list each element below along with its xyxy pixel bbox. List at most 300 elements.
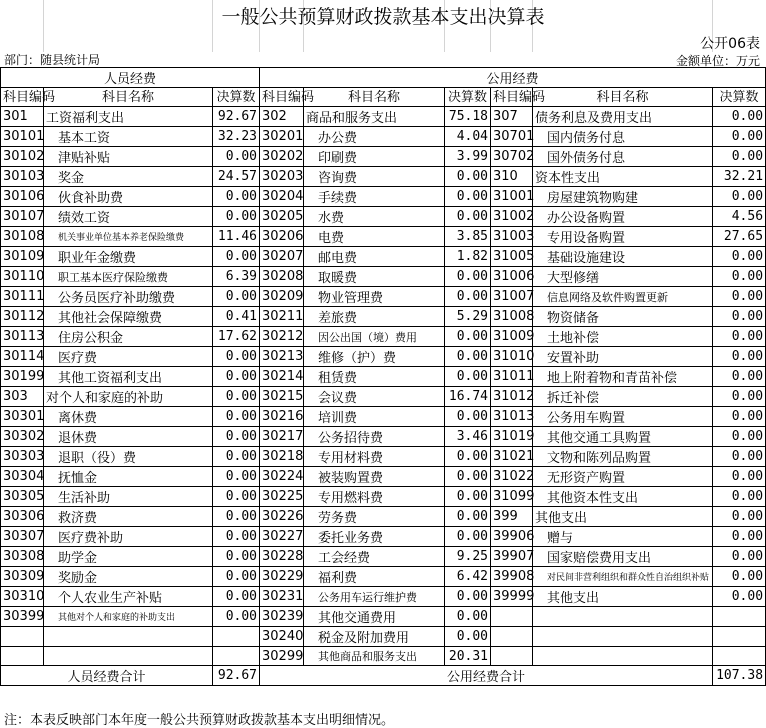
item-code: 31013 bbox=[491, 407, 533, 427]
item-name: 委托业务费 bbox=[304, 527, 445, 547]
item-code: 30101 bbox=[1, 127, 44, 147]
item-amount: 0.00 bbox=[213, 367, 260, 387]
table-row bbox=[1, 607, 766, 627]
table-row bbox=[1, 227, 766, 247]
item-code: 39906 bbox=[491, 527, 533, 547]
item-code: 30215 bbox=[260, 387, 304, 407]
item-amount: 17.62 bbox=[213, 327, 260, 347]
item-name bbox=[533, 647, 713, 666]
item-code: 39907 bbox=[491, 547, 533, 567]
item-code: 30111 bbox=[1, 287, 44, 307]
item-name: 赠与 bbox=[533, 527, 713, 547]
item-amount: 0.00 bbox=[213, 467, 260, 487]
item-name: 抚恤金 bbox=[44, 467, 213, 487]
item-amount: 0.00 bbox=[445, 607, 491, 627]
item-name: 助学金 bbox=[44, 547, 213, 567]
item-amount: 0.00 bbox=[445, 467, 491, 487]
item-code: 30113 bbox=[1, 327, 44, 347]
item-name: 其他交通费用 bbox=[304, 607, 445, 627]
item-code: 31003 bbox=[491, 227, 533, 247]
item-name: 物资储备 bbox=[533, 307, 713, 327]
item-name: 邮电费 bbox=[304, 247, 445, 267]
item-amount: 0.00 bbox=[213, 247, 260, 267]
item-name: 基本工资 bbox=[44, 127, 213, 147]
item-code: 30206 bbox=[260, 227, 304, 247]
item-code: 30303 bbox=[1, 447, 44, 467]
item-amount: 20.31 bbox=[445, 647, 491, 666]
item-amount: 75.18 bbox=[445, 107, 491, 127]
item-amount: 0.00 bbox=[213, 487, 260, 507]
item-amount: 32.23 bbox=[213, 127, 260, 147]
item-code: 30112 bbox=[1, 307, 44, 327]
item-code: 30239 bbox=[260, 607, 304, 627]
item-name: 其他对个人和家庭的补助支出 bbox=[44, 607, 213, 627]
item-name: 职业年金缴费 bbox=[44, 247, 213, 267]
item-code: 31011 bbox=[491, 367, 533, 387]
item-code: 30218 bbox=[260, 447, 304, 467]
item-name: 税金及附加费用 bbox=[304, 627, 445, 647]
item-name: 退休费 bbox=[44, 427, 213, 447]
item-name: 文物和陈列品购置 bbox=[533, 447, 713, 467]
item-name: 职工基本医疗保险缴费 bbox=[44, 267, 213, 287]
item-name: 资本性支出 bbox=[533, 167, 713, 187]
item-amount: 0.00 bbox=[713, 147, 766, 167]
item-name: 拆迁补偿 bbox=[533, 387, 713, 407]
item-name: 公务用车购置 bbox=[533, 407, 713, 427]
item-name: 因公出国（境）费用 bbox=[304, 327, 445, 347]
item-code: 31005 bbox=[491, 247, 533, 267]
item-name: 其他交通工具购置 bbox=[533, 427, 713, 447]
item-name: 机关事业单位基本养老保险缴费 bbox=[44, 227, 213, 247]
table-row bbox=[1, 547, 766, 567]
item-code: 30203 bbox=[260, 167, 304, 187]
item-name: 其他工资福利支出 bbox=[44, 367, 213, 387]
name-header: 科目名称 bbox=[533, 88, 713, 107]
item-name bbox=[44, 647, 213, 666]
item-amount: 16.74 bbox=[445, 387, 491, 407]
item-amount: 0.00 bbox=[445, 287, 491, 307]
item-amount: 4.04 bbox=[445, 127, 491, 147]
item-code bbox=[1, 627, 44, 647]
item-amount bbox=[213, 627, 260, 647]
item-amount: 0.00 bbox=[213, 407, 260, 427]
item-code: 30305 bbox=[1, 487, 44, 507]
item-amount: 0.00 bbox=[445, 507, 491, 527]
item-name: 地上附着物和青苗补偿 bbox=[533, 367, 713, 387]
item-code: 30106 bbox=[1, 187, 44, 207]
item-amount: 0.00 bbox=[213, 527, 260, 547]
item-amount bbox=[713, 607, 766, 627]
table-row bbox=[1, 447, 766, 467]
item-name: 物业管理费 bbox=[304, 287, 445, 307]
name-header: 科目名称 bbox=[304, 88, 445, 107]
item-code bbox=[491, 647, 533, 666]
item-name: 专用燃料费 bbox=[304, 487, 445, 507]
item-amount: 0.00 bbox=[445, 327, 491, 347]
form-code: 公开06表 bbox=[700, 36, 760, 52]
code-header: 科目编码 bbox=[1, 88, 44, 107]
item-code bbox=[491, 627, 533, 647]
item-code: 30211 bbox=[260, 307, 304, 327]
item-code: 30208 bbox=[260, 267, 304, 287]
item-code: 30231 bbox=[260, 587, 304, 607]
item-name: 工会经费 bbox=[304, 547, 445, 567]
item-name: 绩效工资 bbox=[44, 207, 213, 227]
item-name: 对民间非营利组织和群众性自治组织补贴 bbox=[533, 567, 713, 587]
item-name: 其他社会保障缴费 bbox=[44, 307, 213, 327]
item-amount: 0.00 bbox=[445, 267, 491, 287]
item-amount: 0.00 bbox=[445, 527, 491, 547]
name-header: 科目名称 bbox=[44, 88, 213, 107]
public-header: 公用经费 bbox=[260, 68, 766, 88]
unit-label: 金额单位：万元 bbox=[675, 54, 760, 68]
item-amount: 0.00 bbox=[713, 487, 766, 507]
item-code: 30214 bbox=[260, 367, 304, 387]
item-code: 30240 bbox=[260, 627, 304, 647]
item-name: 奖金 bbox=[44, 167, 213, 187]
item-amount bbox=[713, 627, 766, 647]
item-code bbox=[1, 647, 44, 666]
item-code: 30228 bbox=[260, 547, 304, 567]
item-name: 信息网络及软件购置更新 bbox=[533, 287, 713, 307]
item-amount: 0.00 bbox=[445, 587, 491, 607]
item-amount: 0.00 bbox=[713, 107, 766, 127]
item-name: 安置补助 bbox=[533, 347, 713, 367]
item-name: 公务员医疗补助缴费 bbox=[44, 287, 213, 307]
footnote: 注：本表反映部门本年度一般公共预算财政拨款基本支出明细情况。 bbox=[4, 713, 395, 728]
item-amount: 0.00 bbox=[713, 127, 766, 147]
item-code: 30209 bbox=[260, 287, 304, 307]
amount-header: 决算数 bbox=[213, 88, 260, 107]
item-code: 31012 bbox=[491, 387, 533, 407]
item-amount: 0.00 bbox=[445, 347, 491, 367]
item-code: 30213 bbox=[260, 347, 304, 367]
item-amount: 0.00 bbox=[445, 187, 491, 207]
item-name: 被装购置费 bbox=[304, 467, 445, 487]
item-amount: 6.39 bbox=[213, 267, 260, 287]
item-code: 31010 bbox=[491, 347, 533, 367]
item-code: 30114 bbox=[1, 347, 44, 367]
item-code: 399 bbox=[491, 507, 533, 527]
item-amount bbox=[713, 647, 766, 666]
table-row bbox=[1, 107, 766, 127]
item-code: 39999 bbox=[491, 587, 533, 607]
item-name: 其他资本性支出 bbox=[533, 487, 713, 507]
item-amount: 92.67 bbox=[213, 107, 260, 127]
item-code: 31021 bbox=[491, 447, 533, 467]
table-row bbox=[1, 427, 766, 447]
table-row bbox=[1, 287, 766, 307]
table-row bbox=[1, 167, 766, 187]
item-amount: 0.00 bbox=[445, 167, 491, 187]
item-name bbox=[533, 627, 713, 647]
department-label: 部门：随县统计局 bbox=[4, 53, 101, 67]
item-code: 301 bbox=[1, 107, 44, 127]
item-code: 303 bbox=[1, 387, 44, 407]
item-code: 30102 bbox=[1, 147, 44, 167]
item-name: 差旅费 bbox=[304, 307, 445, 327]
item-code: 30107 bbox=[1, 207, 44, 227]
item-amount: 0.00 bbox=[213, 387, 260, 407]
table-row bbox=[1, 267, 766, 287]
table-row bbox=[1, 327, 766, 347]
item-name: 离休费 bbox=[44, 407, 213, 427]
item-code: 30207 bbox=[260, 247, 304, 267]
item-code: 302 bbox=[260, 107, 304, 127]
item-name: 个人农业生产补贴 bbox=[44, 587, 213, 607]
item-name: 商品和服务支出 bbox=[304, 107, 445, 127]
table-row bbox=[1, 527, 766, 547]
item-name: 医疗费 bbox=[44, 347, 213, 367]
item-name: 办公设备购置 bbox=[533, 207, 713, 227]
item-code: 31099 bbox=[491, 487, 533, 507]
item-code: 30302 bbox=[1, 427, 44, 447]
item-amount: 24.57 bbox=[213, 167, 260, 187]
item-name: 租赁费 bbox=[304, 367, 445, 387]
table-row bbox=[1, 567, 766, 587]
personnel-total-label: 人员经费合计 bbox=[1, 666, 213, 686]
expenditure-table bbox=[0, 67, 766, 686]
item-code: 30310 bbox=[1, 587, 44, 607]
item-code: 30227 bbox=[260, 527, 304, 547]
item-name: 医疗费补助 bbox=[44, 527, 213, 547]
item-amount: 0.00 bbox=[445, 367, 491, 387]
item-amount: 0.00 bbox=[713, 507, 766, 527]
item-amount: 0.00 bbox=[713, 347, 766, 367]
item-name: 奖励金 bbox=[44, 567, 213, 587]
item-amount: 0.00 bbox=[213, 147, 260, 167]
item-code: 30216 bbox=[260, 407, 304, 427]
item-amount: 3.46 bbox=[445, 427, 491, 447]
item-amount: 0.00 bbox=[213, 347, 260, 367]
item-amount: 0.00 bbox=[445, 207, 491, 227]
item-amount: 0.00 bbox=[713, 527, 766, 547]
personnel-header: 人员经费 bbox=[1, 68, 260, 88]
item-amount: 0.00 bbox=[213, 567, 260, 587]
item-name: 无形资产购置 bbox=[533, 467, 713, 487]
item-name: 福利费 bbox=[304, 567, 445, 587]
item-name: 印刷费 bbox=[304, 147, 445, 167]
item-amount: 27.65 bbox=[713, 227, 766, 247]
item-amount: 1.82 bbox=[445, 247, 491, 267]
item-name: 住房公积金 bbox=[44, 327, 213, 347]
item-name: 基础设施建设 bbox=[533, 247, 713, 267]
item-name: 国家赔偿费用支出 bbox=[533, 547, 713, 567]
item-amount: 0.00 bbox=[213, 607, 260, 627]
public-total-label: 公用经费合计 bbox=[260, 666, 713, 686]
personnel-total-value: 92.67 bbox=[213, 666, 260, 686]
item-name: 房屋建筑物购建 bbox=[533, 187, 713, 207]
item-name: 国外债务付息 bbox=[533, 147, 713, 167]
item-name: 取暖费 bbox=[304, 267, 445, 287]
item-name: 债务利息及费用支出 bbox=[533, 107, 713, 127]
item-code: 310 bbox=[491, 167, 533, 187]
item-amount: 0.00 bbox=[213, 547, 260, 567]
item-name: 救济费 bbox=[44, 507, 213, 527]
item-code: 30202 bbox=[260, 147, 304, 167]
item-amount: 0.00 bbox=[713, 427, 766, 447]
table-row bbox=[1, 627, 766, 647]
item-name: 津贴补贴 bbox=[44, 147, 213, 167]
item-amount: 0.00 bbox=[713, 407, 766, 427]
item-amount: 0.00 bbox=[713, 587, 766, 607]
item-amount: 0.00 bbox=[213, 207, 260, 227]
item-code: 31006 bbox=[491, 267, 533, 287]
item-name: 国内债务付息 bbox=[533, 127, 713, 147]
item-code: 30399 bbox=[1, 607, 44, 627]
item-code: 39908 bbox=[491, 567, 533, 587]
item-code: 30224 bbox=[260, 467, 304, 487]
item-code: 30229 bbox=[260, 567, 304, 587]
item-code: 31009 bbox=[491, 327, 533, 347]
item-code: 31001 bbox=[491, 187, 533, 207]
item-code bbox=[491, 607, 533, 627]
item-code: 30301 bbox=[1, 407, 44, 427]
item-name: 电费 bbox=[304, 227, 445, 247]
item-code: 30304 bbox=[1, 467, 44, 487]
item-code: 31008 bbox=[491, 307, 533, 327]
item-code: 30306 bbox=[1, 507, 44, 527]
table-row bbox=[1, 487, 766, 507]
item-name: 公务用车运行维护费 bbox=[304, 587, 445, 607]
item-code: 30103 bbox=[1, 167, 44, 187]
item-name: 公务招待费 bbox=[304, 427, 445, 447]
item-amount: 0.00 bbox=[213, 187, 260, 207]
table-row bbox=[1, 307, 766, 327]
item-code: 30108 bbox=[1, 227, 44, 247]
item-amount: 11.46 bbox=[213, 227, 260, 247]
item-code: 30226 bbox=[260, 507, 304, 527]
item-amount: 0.00 bbox=[713, 247, 766, 267]
table-row bbox=[1, 507, 766, 527]
item-amount: 3.85 bbox=[445, 227, 491, 247]
item-amount: 6.42 bbox=[445, 567, 491, 587]
item-code: 30307 bbox=[1, 527, 44, 547]
item-code: 31002 bbox=[491, 207, 533, 227]
item-name: 会议费 bbox=[304, 387, 445, 407]
item-name: 维修（护）费 bbox=[304, 347, 445, 367]
item-name: 其他支出 bbox=[533, 587, 713, 607]
code-header: 科目编码 bbox=[260, 88, 304, 107]
table-row bbox=[1, 467, 766, 487]
item-code: 30701 bbox=[491, 127, 533, 147]
item-amount: 0.00 bbox=[713, 387, 766, 407]
item-code: 30308 bbox=[1, 547, 44, 567]
item-code: 30205 bbox=[260, 207, 304, 227]
item-amount: 0.00 bbox=[713, 267, 766, 287]
item-name: 土地补偿 bbox=[533, 327, 713, 347]
item-name: 专用设备购置 bbox=[533, 227, 713, 247]
code-header: 科目编码 bbox=[491, 88, 533, 107]
item-amount: 0.00 bbox=[713, 467, 766, 487]
table-row bbox=[1, 247, 766, 267]
item-amount: 0.00 bbox=[713, 287, 766, 307]
item-name: 办公费 bbox=[304, 127, 445, 147]
item-name: 对个人和家庭的补助 bbox=[44, 387, 213, 407]
item-amount: 3.99 bbox=[445, 147, 491, 167]
item-code: 30702 bbox=[491, 147, 533, 167]
item-name: 劳务费 bbox=[304, 507, 445, 527]
page-title: 一般公共预算财政拨款基本支出决算表 bbox=[221, 6, 545, 28]
item-amount: 0.00 bbox=[213, 287, 260, 307]
item-code: 31019 bbox=[491, 427, 533, 447]
item-code: 30201 bbox=[260, 127, 304, 147]
item-amount: 0.00 bbox=[213, 507, 260, 527]
item-code: 30217 bbox=[260, 427, 304, 447]
item-amount: 0.00 bbox=[713, 187, 766, 207]
table-row bbox=[1, 127, 766, 147]
item-code: 30204 bbox=[260, 187, 304, 207]
item-amount: 0.00 bbox=[445, 487, 491, 507]
item-amount: 0.00 bbox=[713, 367, 766, 387]
table-row bbox=[1, 347, 766, 367]
item-amount: 0.00 bbox=[713, 327, 766, 347]
item-code: 307 bbox=[491, 107, 533, 127]
item-name bbox=[44, 627, 213, 647]
table-row bbox=[1, 647, 766, 666]
table-row bbox=[1, 187, 766, 207]
item-code: 30199 bbox=[1, 367, 44, 387]
item-name: 专用材料费 bbox=[304, 447, 445, 467]
item-amount: 0.00 bbox=[713, 307, 766, 327]
item-amount: 0.00 bbox=[445, 447, 491, 467]
item-amount: 0.00 bbox=[213, 427, 260, 447]
item-amount: 0.41 bbox=[213, 307, 260, 327]
item-name: 生活补助 bbox=[44, 487, 213, 507]
item-amount: 0.00 bbox=[213, 447, 260, 467]
item-code: 30225 bbox=[260, 487, 304, 507]
item-amount: 0.00 bbox=[445, 627, 491, 647]
table-row bbox=[1, 207, 766, 227]
table-row bbox=[1, 147, 766, 167]
item-name: 大型修缮 bbox=[533, 267, 713, 287]
amount-header: 决算数 bbox=[445, 88, 491, 107]
public-total-value: 107.38 bbox=[713, 666, 766, 686]
item-name: 退职（役）费 bbox=[44, 447, 213, 467]
item-name: 培训费 bbox=[304, 407, 445, 427]
amount-header: 决算数 bbox=[713, 88, 766, 107]
item-name: 伙食补助费 bbox=[44, 187, 213, 207]
item-amount bbox=[213, 647, 260, 666]
item-amount: 4.56 bbox=[713, 207, 766, 227]
item-code: 30299 bbox=[260, 647, 304, 666]
item-amount: 0.00 bbox=[713, 447, 766, 467]
item-amount: 0.00 bbox=[713, 547, 766, 567]
item-code: 30110 bbox=[1, 267, 44, 287]
table-row bbox=[1, 367, 766, 387]
item-amount: 0.00 bbox=[713, 567, 766, 587]
table-row bbox=[1, 407, 766, 427]
item-name: 其他支出 bbox=[533, 507, 713, 527]
item-code: 31007 bbox=[491, 287, 533, 307]
item-name: 工资福利支出 bbox=[44, 107, 213, 127]
item-name: 其他商品和服务支出 bbox=[304, 647, 445, 666]
item-name: 水费 bbox=[304, 207, 445, 227]
item-code: 30309 bbox=[1, 567, 44, 587]
item-code: 30109 bbox=[1, 247, 44, 267]
item-amount: 0.00 bbox=[445, 407, 491, 427]
item-name bbox=[533, 607, 713, 627]
item-amount: 9.25 bbox=[445, 547, 491, 567]
item-name: 手续费 bbox=[304, 187, 445, 207]
item-code: 30212 bbox=[260, 327, 304, 347]
table-row bbox=[1, 387, 766, 407]
item-name: 咨询费 bbox=[304, 167, 445, 187]
item-amount: 0.00 bbox=[213, 587, 260, 607]
table-row bbox=[1, 587, 766, 607]
item-amount: 32.21 bbox=[713, 167, 766, 187]
item-code: 31022 bbox=[491, 467, 533, 487]
